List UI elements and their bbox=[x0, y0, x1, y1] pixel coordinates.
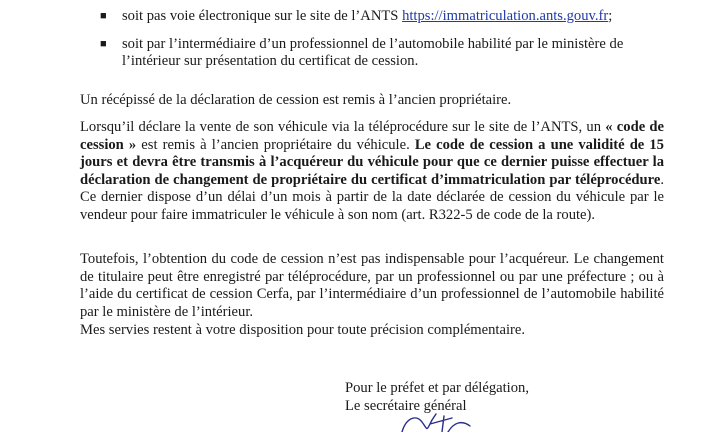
bullet-icon: ■ bbox=[100, 10, 107, 22]
ants-link[interactable]: https://immatriculation.ants.gouv.fr bbox=[402, 8, 609, 24]
bullet-list bbox=[100, 8, 660, 81]
bullet-text: soit par l’intermédiaire d’un professionnel de l’automobile habilité par le ministère de l’intérieur sur présentation du certificat de cession. bbox=[122, 35, 624, 70]
bullet-item-professional bbox=[100, 36, 660, 71]
code-paragraph bbox=[80, 119, 664, 225]
handwritten-signature-icon bbox=[392, 412, 482, 432]
code-intro: Lorsqu’il déclare la vente de son véhicule via la téléprocédure sur le site de l’ANTS, un bbox=[80, 119, 606, 135]
signature-line-2: Le secrétaire général bbox=[345, 397, 467, 414]
receipt-paragraph: Un récépissé de la déclaration de cession est remis à l’ancien propriétaire. bbox=[80, 92, 512, 108]
bullet-icon: ■ bbox=[100, 37, 107, 50]
code-validity-bold: Le code de cession a une validité de 15 jours et devra être transmis à l’acquéreur du véhicule pour que ce dernier puisse effectuer la déclaration de changement de propriétaire du certificat d’immatriculation par téléprocédure bbox=[80, 136, 664, 188]
bullet-item-online bbox=[100, 8, 660, 26]
signature-line-1: Pour le préfet et par délégation, bbox=[345, 380, 529, 396]
closing-paragraph: Mes servies restent à votre disposition pour toute précision complémentaire. bbox=[80, 322, 525, 338]
signature-block bbox=[345, 380, 665, 415]
code-mid: est remis à l’ancien propriétaire du véhicule. bbox=[136, 136, 415, 153]
bullet-suffix: ; bbox=[608, 8, 613, 24]
code-term: « code de cession » bbox=[80, 119, 664, 153]
bullet-text: soit pas voie électronique sur le site de l’ANTS bbox=[122, 8, 403, 24]
code-rest: . Ce dernier dispose d’un délai d’un mois à partir de la date déclarée de cession du véhicule par le vendeur pour faire immatriculer le véhicule à son nom (art. R322-5 de code de la route). bbox=[80, 171, 664, 223]
however-paragraph: Toutefois, l’obtention du code de cession n’est pas indispensable pour l’acquéreur. Le changement de titulaire peut être enregistré par téléprocédure, par un professionnel ou par une préfecture ; ou à l’aide du certificat de cession Cerfa, par l’intermédiaire d’un professionnel de l’automobile habilité par le ministère de l’intérieur. bbox=[80, 251, 664, 320]
